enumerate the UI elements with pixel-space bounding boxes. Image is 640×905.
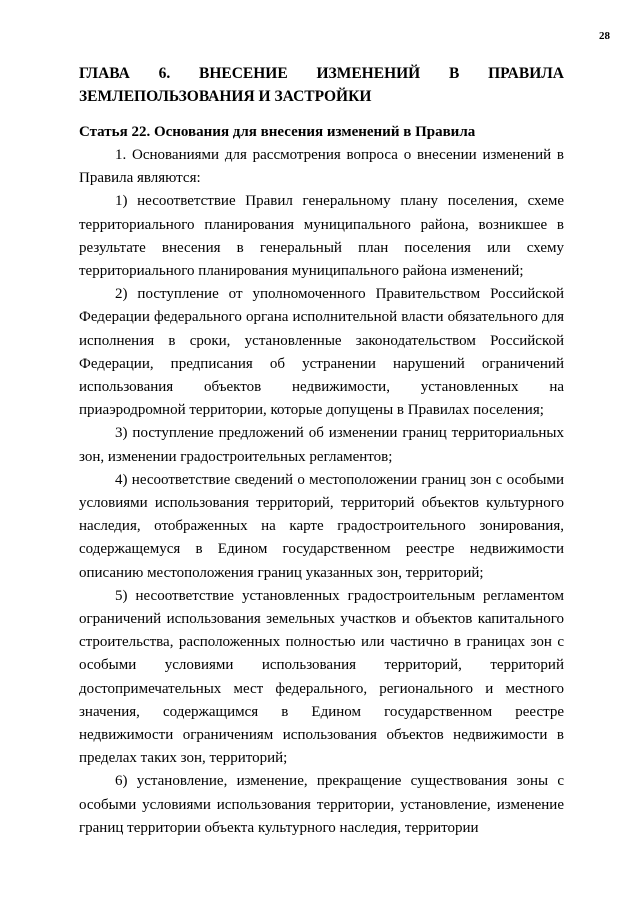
- paragraph-item-5: 5) несоответствие установленных градостроительным регламентом ограничений использования земельных участков и объектов капитального строительства, расположенных полностью или частично в границах зон с особыми условиями использования территорий, территорий достопримечательных мест федерального, регионального и местного значения, содержащимся в Едином государственном реестре недвижимости ограничениям использования объектов недвижимости в пределах таких зон, территорий;: [79, 587, 564, 767]
- paragraph-item-6: 6) установление, изменение, прекращение существования зоны с особыми условиями использования территории, установление, изменение границ территории объекта культурного наследия, территории: [79, 773, 564, 836]
- chapter-title: ГЛАВА 6. ВНЕСЕНИЕ ИЗМЕНЕНИЙ В ПРАВИЛА ЗЕМЛЕПОЛЬЗОВАНИЯ И ЗАСТРОЙКИ: [79, 65, 564, 105]
- paragraph-item-1: 1) несоответствие Правил генеральному плану поселения, схеме территориального планирования муниципального района, возникшее в результате внесения в генеральный план поселения или схему территориального планирования муниципального района изменений;: [79, 193, 564, 280]
- paragraph-item-4: 4) несоответствие сведений о местоположении границ зон с особыми условиями использования территорий, территорий объектов культурного наследия, отображенных на карте градостроительного зонирования, содержащемуся в Едином государственном реестре недвижимости описанию местоположения границ указанных зон, территорий;: [79, 471, 564, 581]
- paragraph-item-2: 2) поступление от уполномоченного Правительством Российской Федерации федерального органа исполнительной власти обязательного для исполнения в сроки, установленные законодательством Российской Федерации, предписания об устранении нарушений ограничений использования объектов недвижимости, установленных на приаэродромной территории, которые допущены в Правилах поселения;: [79, 286, 564, 419]
- article-title: Статья 22. Основания для внесения изменений в Правила: [79, 124, 476, 140]
- paragraph-intro: 1. Основаниями для рассмотрения вопроса о внесении изменений в Правила являются:: [79, 147, 564, 187]
- paragraph-item-3: 3) поступление предложений об изменении границ территориальных зон, изменении градостроительных регламентов;: [79, 425, 564, 465]
- page-number: 28: [599, 30, 610, 42]
